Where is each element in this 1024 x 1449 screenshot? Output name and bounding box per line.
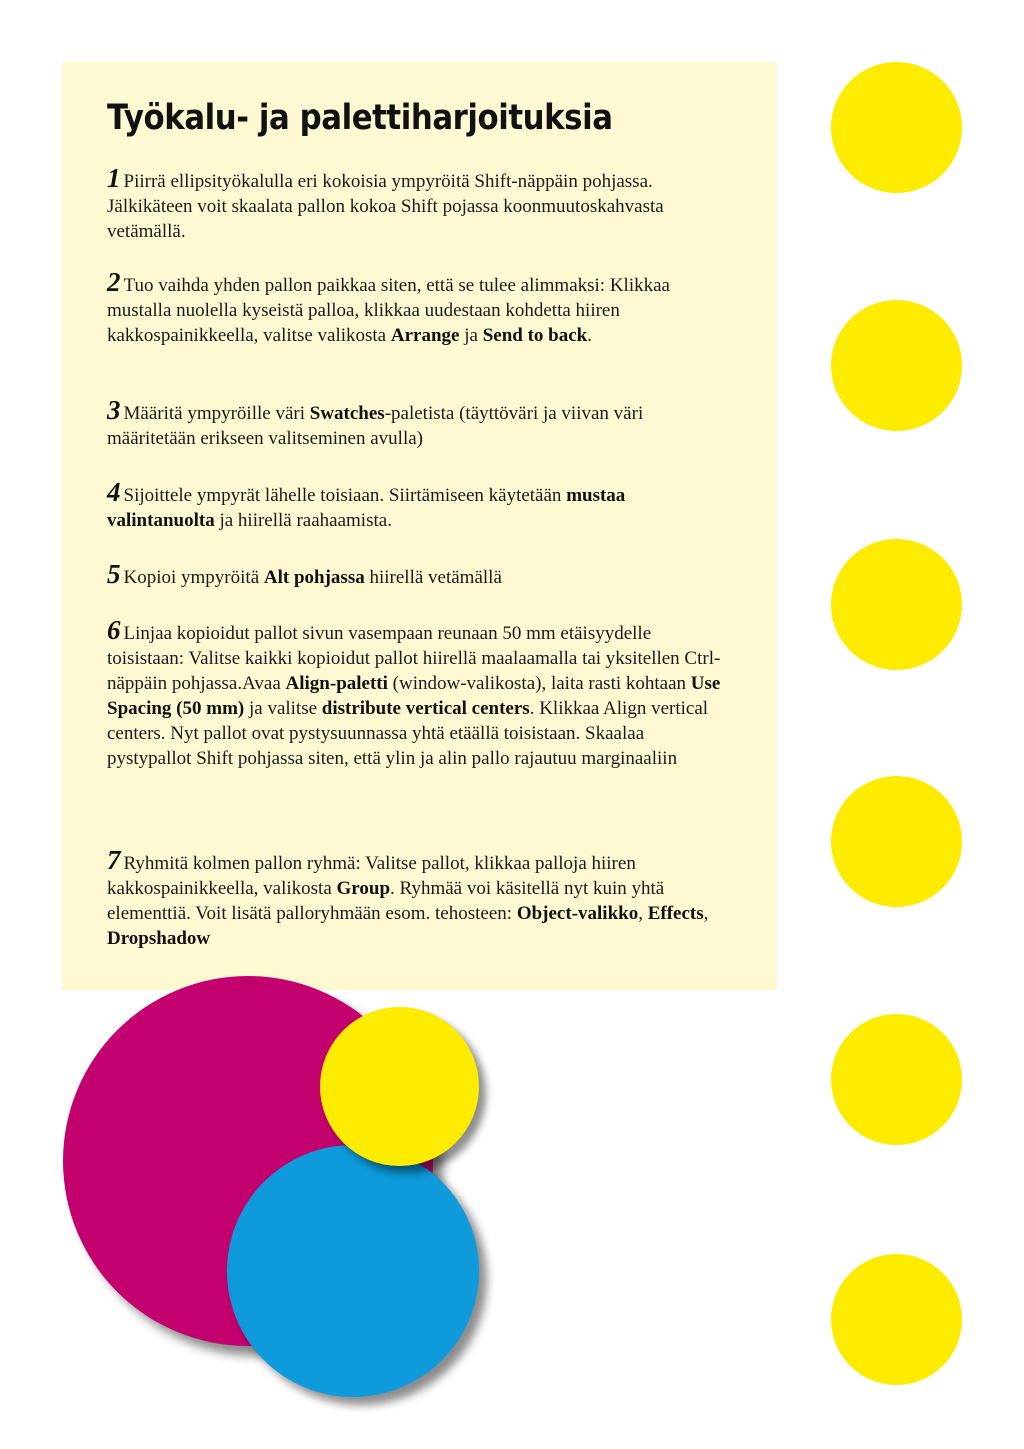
instruction-panel [62,62,777,990]
step-number: 4 [107,477,121,507]
text-run: Kopioi ympyröitä [123,567,264,588]
step-2 [107,267,732,348]
yellow-circle [831,776,962,907]
text-run: . Ryhmää voi käsitellä nyt kuin yhtä elementtiä. Voit lisätä palloryhmään esom. tehosteen: [107,878,665,924]
step-4 [107,477,732,533]
bold-term: Arrange [390,325,460,346]
step-number: 5 [107,559,121,589]
step-text [107,275,670,346]
bold-term: Dropshadow [107,928,211,949]
cyan-circle [227,1145,479,1397]
page-title: Työkalu- ja palettiharjoituksia [107,98,613,138]
bold-term: Send to back [482,325,588,346]
step-text [107,171,664,242]
text-run: Sijoittele ympyrät lähelle toisiaan. Siirtämiseen käytetään [123,485,567,506]
text-run: ja hiirellä raahaamista. [214,510,392,531]
step-text [107,853,708,949]
bold-term: Alt pohjassa [263,567,365,588]
step-number: 7 [107,845,121,875]
step-3 [107,395,732,451]
step-number: 2 [107,267,121,297]
step-7 [107,845,732,951]
bold-term: Swatches [309,403,385,424]
step-number: 6 [107,615,121,645]
text-run: ja [459,325,483,346]
bold-term: mustaa valintanuolta [107,485,626,531]
bold-term: Effects [647,903,704,924]
step-number: 1 [107,163,121,193]
text-run: Määritä ympyröille väri [123,403,310,424]
yellow-circle [831,62,962,193]
step-1 [107,163,732,244]
step-text [124,567,502,588]
bold-term: Use Spacing (50 mm) [107,673,721,719]
bold-term: distribute vertical centers [321,698,530,719]
text-run: hiirellä vetämällä [364,567,502,588]
step-number: 3 [107,395,121,425]
step-6 [107,615,732,771]
text-run: . [587,325,592,346]
yellow-circle [831,300,962,431]
bold-term: Align-paletti [285,673,388,694]
text-run: . Klikkaa Align vertical centers. Nyt pallot ovat pystysuunnassa yhtä etäällä toisistaan. Skaalaa pystypallot Shift pohjassa siten, että ylin ja alin pallo rajautuu marginaaliin [107,698,709,769]
text-run: Piirrä ellipsityökalulla eri kokoisia ympyröitä Shift-näppäin pohjassa. Jälkikäteen voit skaalata pallon kokoa Shift pojassa koonmuutoskahvasta vetämällä. [107,171,664,242]
yellow-circle [831,1014,962,1145]
yellow-circle [831,1254,962,1385]
step-text [107,485,625,531]
text-run: -paletista (täyttöväri ja viivan väri määritetään erikseen valitseminen avulla) [107,403,644,449]
text-run: (window-valikosta), laita rasti kohtaan [387,673,691,694]
bold-term: Object-valikko [516,903,639,924]
text-run: Tuo vaihda yhden pallon paikkaa siten, että se tulee alimmaksi: Klikkaa mustalla nuolella kyseistä palloa, klikkaa uudestaan kohdetta hiiren kakkospainikkeella, valitse valikosta [107,275,670,346]
text-run: Linjaa kopioidut pallot sivun vasempaan reunaan 50 mm etäisyydelle toisistaan: Valitse kaikki kopioidut pallot hiirellä maalaamalla tai yksitellen Ctrl-näppäin pohjassa.Avaa [107,623,721,694]
step-text [107,403,643,449]
step-5 [107,559,732,590]
step-text [107,623,720,769]
small-yellow-circle [320,1007,479,1166]
text-run: , [703,903,709,924]
text-run: ja valitse [244,698,322,719]
yellow-circle [831,539,962,670]
text-run: Ryhmitä kolmen pallon ryhmä: Valitse pallot, klikkaa palloja hiiren kakkospainikkeella, valikosta [107,853,636,899]
bold-term: Group [336,878,391,899]
text-run: , [638,903,648,924]
